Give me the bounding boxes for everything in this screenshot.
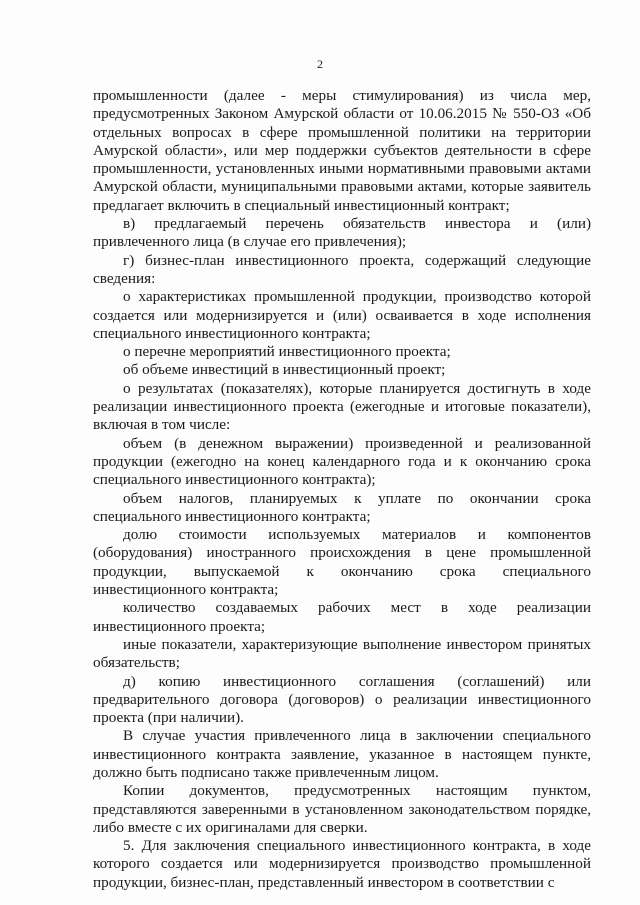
paragraph-attracted-person: В случае участия привлеченного лица в заключении специального инвестиционного контракта заявление, указанное в настоящем пункте, должно быть подписано также привлеченным лицом.: [93, 727, 591, 781]
paragraph-jobs: количество создаваемых рабочих мест в ходе реализации инвестиционного проекта;: [93, 599, 591, 635]
paragraph-item-v: в) предлагаемый перечень обязательств инвестора и (или) привлеченного лица (в случае его привлечения);: [93, 215, 591, 251]
paragraph-foreign-share: долю стоимости используемых материалов и компонентов (оборудования) иностранного происхождения в цене промышленной продукции, выпускаемой к окончанию срока специального инвестиционного контракта;: [93, 526, 591, 599]
page-number: 2: [317, 57, 323, 71]
paragraph-investment-volume: об объеме инвестиций в инвестиционный проект;: [123, 361, 446, 379]
paragraph-results: о результатах (показателях), которые планируется достигнуть в ходе реализации инвестиционного проекта (ежегодные и итоговые показатели), включая в том числе:: [93, 379, 591, 434]
paragraph-taxes: объем налогов, планируемых к уплате по окончании срока специального инвестиционного контракта;: [93, 489, 591, 525]
paragraph-continuation: промышленности (далее - меры стимулирования) из числа мер, предусмотренных Законом Амурской области от 10.06.2015 № 550-ОЗ «Об отдельных вопросах в сфере промышленной политики на территории Амурской области», или мер поддержки субъектов деятельности в сфере промышленности, установленных иными нормативными правовыми актами Амурской области, муниципальными правовыми актами, которые заявитель предлагает включить в специальный инвестиционный контракт;: [93, 87, 591, 214]
paragraph-item-g: г) бизнес-план инвестиционного проекта, содержащий следующие сведения:: [93, 251, 591, 287]
paragraph-copies: Копии документов, предусмотренных настоящим пунктом, представляются заверенными в установленном законодательством порядке, либо вместе с их оригиналами для сверки.: [93, 782, 591, 836]
document-body: [93, 87, 591, 892]
paragraph-other-indicators: иные показатели, характеризующие выполнение инвестором принятых обязательств;: [93, 635, 591, 672]
paragraph-product-characteristics: о характеристиках промышленной продукции, производство которой создается или модернизируется и (или) осваивается в ходе исполнения специального инвестиционного контракта;: [93, 288, 591, 342]
paragraph-item-d: д) копию инвестиционного соглашения (соглашений) или предварительного договора (договоров) о реализации инвестиционного проекта (при наличии).: [93, 672, 591, 727]
paragraph-item-5: 5. Для заключения специального инвестиционного контракта, в ходе которого создается или модернизируется производство промышленной продукции, бизнес-план, представленный инвестором в соответствии с: [93, 837, 591, 891]
paragraph-measures-list: о перечне мероприятий инвестиционного проекта;: [123, 343, 451, 361]
paragraph-output-volume: объем (в денежном выражении) произведенной и реализованной продукции (ежегодно на конец календарного года и к окончанию срока специального инвестиционного контракта);: [93, 434, 591, 489]
